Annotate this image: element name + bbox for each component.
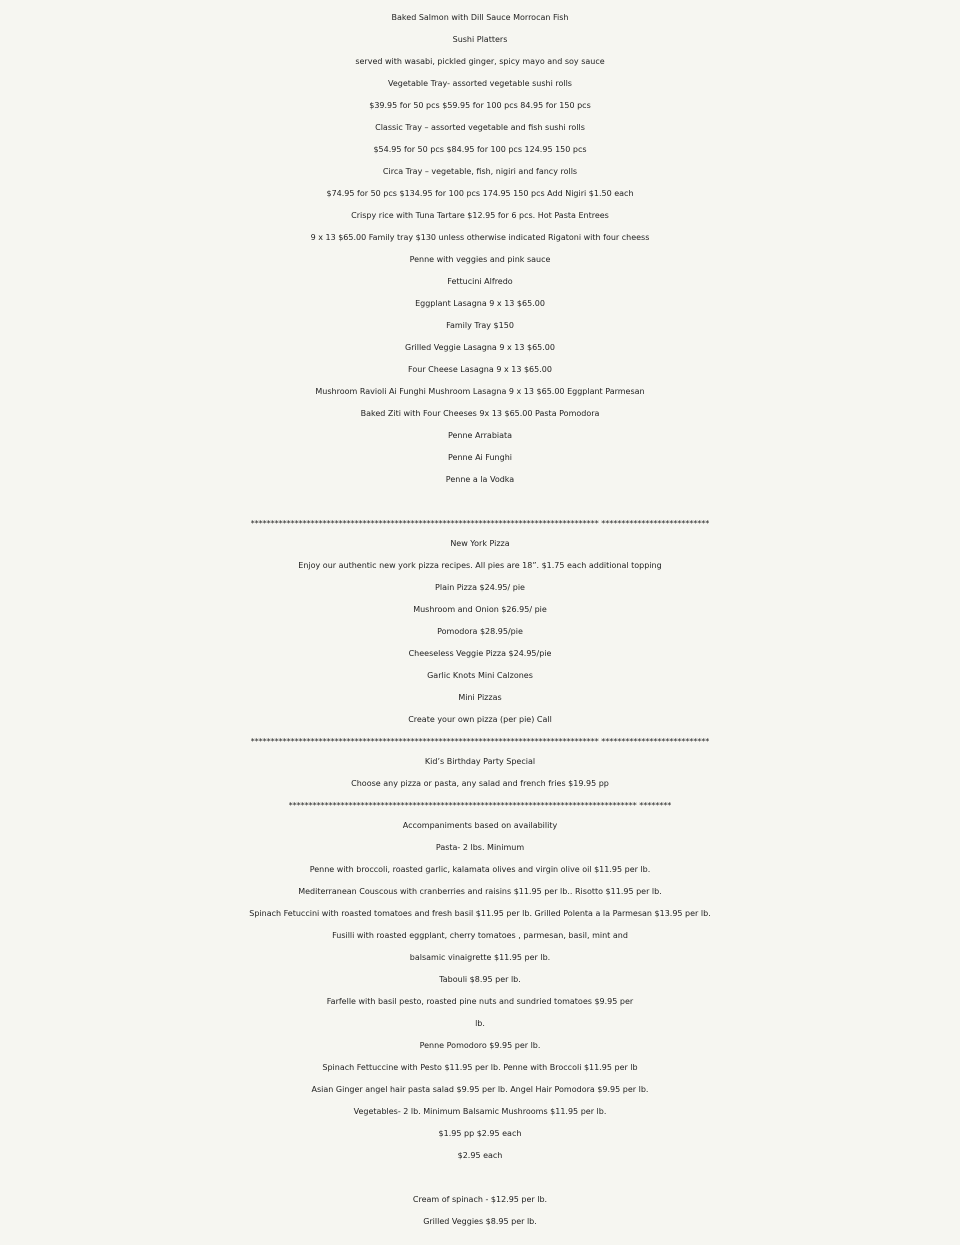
menu-line: $39.95 for 50 pcs $59.95 for 100 pcs 84.95 for 150 pcs xyxy=(369,101,591,110)
menu-line: Sushi Platters xyxy=(452,35,508,44)
menu-line: Mushroom and Onion $26.95/ pie xyxy=(413,605,547,614)
menu-line: Accompaniments based on availability xyxy=(402,821,558,830)
menu-line: Grilled Veggie Lasagna 9 x 13 $65.00 xyxy=(405,343,555,352)
menu-line xyxy=(0,0,960,7)
section-divider: *************************************************************************************** *************************** xyxy=(250,737,710,746)
menu-line: Kid’s Birthday Party Special xyxy=(424,757,536,766)
blank-line xyxy=(0,1167,960,1189)
menu-line: Penne Ai Funghi xyxy=(448,453,512,462)
menu-line: $54.95 for 50 pcs $84.95 for 100 pcs 124.95 150 pcs xyxy=(373,145,587,154)
menu-line: Pasta- 2 lbs. Minimum xyxy=(435,843,525,852)
menu-line: Penne with broccoli, roasted garlic, kalamata olives and virgin olive oil $11.95 per lb. xyxy=(309,865,651,874)
menu-line: Eggplant Lasagna 9 x 13 $65.00 xyxy=(415,299,545,308)
menu-line: Grilled Veggies $8.95 per lb. xyxy=(423,1217,537,1226)
menu-line: New York Pizza xyxy=(450,539,510,548)
menu-line: Vegetable Tray- assorted vegetable sushi rolls xyxy=(388,79,572,88)
menu-line: Baked Ziti with Four Cheeses 9x 13 $65.00 Pasta Pomodora xyxy=(360,409,600,418)
menu-line: $1.95 pp $2.95 each xyxy=(438,1129,522,1138)
menu-line: Pomodora $28.95/pie xyxy=(437,627,523,636)
menu-line: Penne Pomodoro $9.95 per lb. xyxy=(419,1041,541,1050)
menu-line: Spinach Fettuccine with Pesto $11.95 per lb. Penne with Broccoli $11.95 per lb xyxy=(322,1063,638,1072)
menu-line: $74.95 for 50 pcs $134.95 for 100 pcs 174.95 150 pcs Add Nigiri $1.50 each xyxy=(326,189,634,198)
menu-line: Circa Tray – vegetable, fish, nigiri and fancy rolls xyxy=(382,167,578,176)
menu-line: Garlic Knots Mini Calzones xyxy=(427,671,533,680)
menu-line: Classic Tray – assorted vegetable and fish sushi rolls xyxy=(375,123,585,132)
menu-line: Fusilli with roasted eggplant, cherry tomatoes , parmesan, basil, mint and xyxy=(332,931,628,940)
menu-line: served with wasabi, pickled ginger, spicy mayo and soy sauce xyxy=(355,57,605,66)
menu-line: Mushroom Ravioli Ai Funghi Mushroom Lasagna 9 x 13 $65.00 Eggplant Parmesan xyxy=(315,387,645,396)
menu-line: 9 x 13 $65.00 Family tray $130 unless otherwise indicated Rigatoni with four cheess xyxy=(310,233,650,242)
menu-line: Enjoy our authentic new york pizza recipes. All pies are 18”. $1.75 each additional topping xyxy=(298,561,662,570)
menu-line: Tabouli $8.95 per lb. xyxy=(439,975,521,984)
menu-line: Penne Arrabiata xyxy=(447,431,513,440)
menu-line: Penne with veggies and pink sauce xyxy=(409,255,551,264)
menu-line: Cheeseless Veggie Pizza $24.95/pie xyxy=(408,649,552,658)
menu-line: Baked Salmon with Dill Sauce Morrocan Fish xyxy=(391,13,569,22)
menu-line: Asian Ginger angel hair pasta salad $9.95 per lb. Angel Hair Pomodora $9.95 per lb. xyxy=(311,1085,649,1094)
menu-line: Farfelle with basil pesto, roasted pine nuts and sundried tomatoes $9.95 per xyxy=(326,997,634,1006)
menu-line: $2.95 each xyxy=(457,1151,503,1160)
menu-line: lb. xyxy=(475,1019,485,1028)
menu-line: Cream of spinach - $12.95 per lb. xyxy=(412,1195,548,1204)
menu-line: Crispy rice with Tuna Tartare $12.95 for 6 pcs. Hot Pasta Entrees xyxy=(351,211,609,220)
menu-line: Mediterranean Couscous with cranberries and raisins $11.95 per lb.. Risotto $11.95 per lb. xyxy=(298,887,662,896)
menu-line: balsamic vinaigrette $11.95 per lb. xyxy=(409,953,551,962)
section-divider: *************************************************************************************** ******** xyxy=(288,801,672,810)
menu-line: Vegetables- 2 lb. Minimum Balsamic Mushrooms $11.95 per lb. xyxy=(353,1107,607,1116)
menu-line: Choose any pizza or pasta, any salad and french fries $19.95 pp xyxy=(351,779,609,788)
blank-line xyxy=(0,491,960,513)
menu-line: Mini Pizzas xyxy=(458,693,502,702)
menu-line: Plain Pizza $24.95/ pie xyxy=(435,583,525,592)
menu-line: Spinach Fetuccini with roasted tomatoes and fresh basil $11.95 per lb. Grilled Polenta a la Parmesan $13.95 per lb. xyxy=(249,909,711,918)
menu-line: Create your own pizza (per pie) Call xyxy=(408,715,552,724)
menu-line: Penne a la Vodka xyxy=(445,475,515,484)
menu-line: Family Tray $150 xyxy=(446,321,514,330)
menu-line: Four Cheese Lasagna 9 x 13 $65.00 xyxy=(408,365,552,374)
menu-line: Fettucini Alfredo xyxy=(447,277,513,286)
section-divider: *************************************************************************************** *************************** xyxy=(250,519,710,528)
